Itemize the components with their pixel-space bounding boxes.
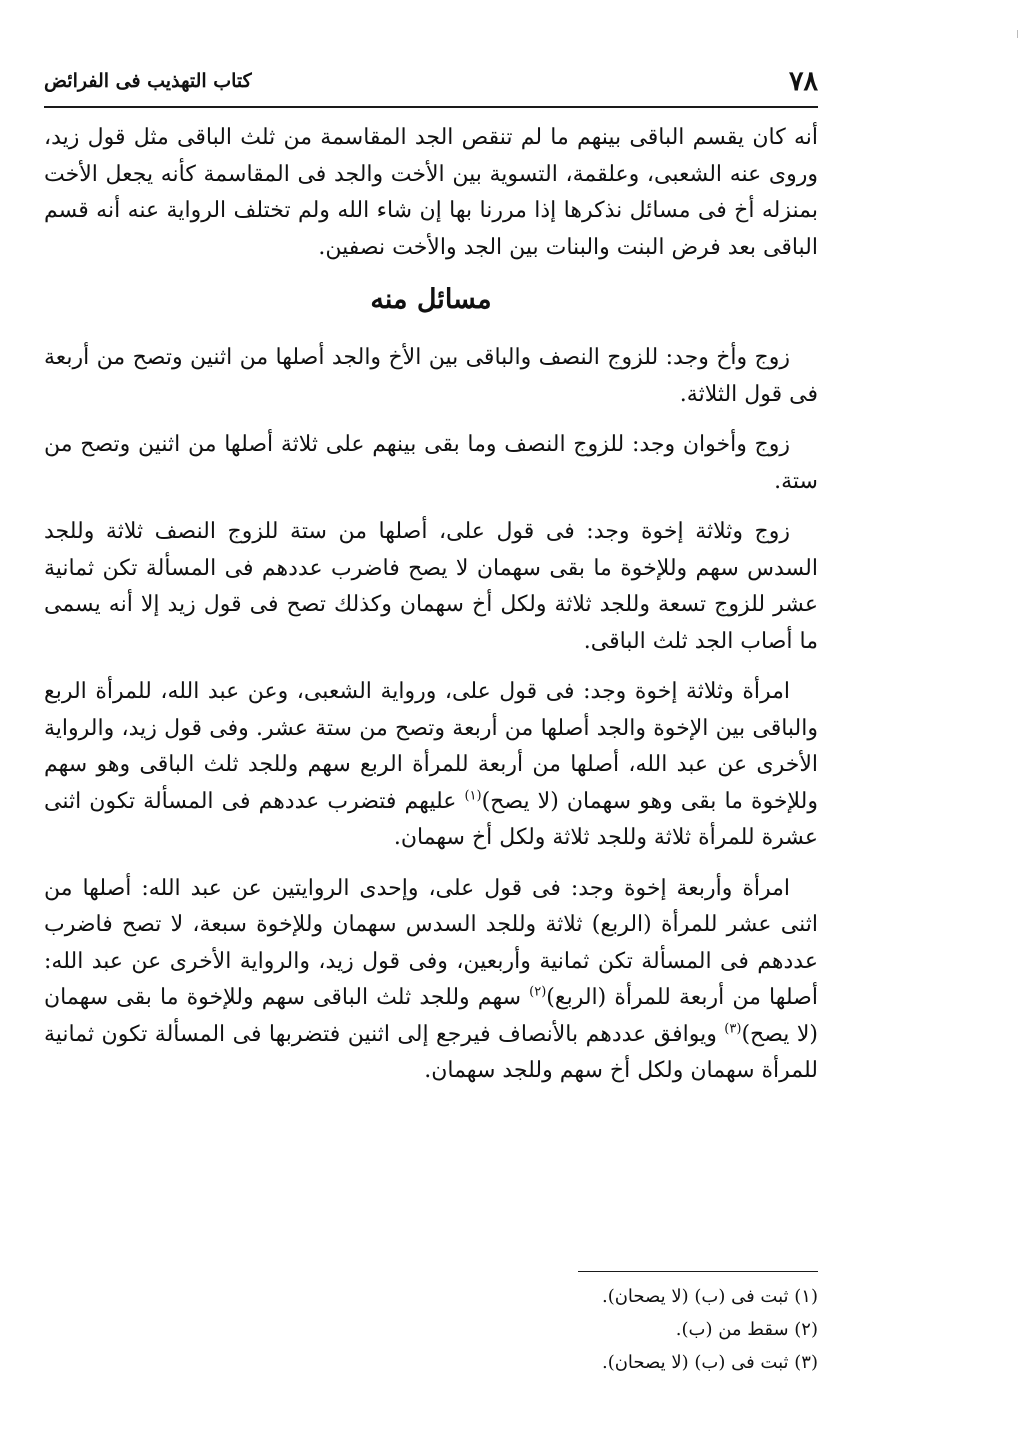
case-paragraph-2: زوج وأخوان وجد: للزوج النصف وما بقى بينهم على ثلاثة أصلها من اثنين وتصح من ستة.	[44, 432, 818, 494]
book-page	[44, 0, 818, 1450]
case-5-text-c: ويوافق عددهم بالأنصاف فيرجع إلى اثنين فتضربها فى المسألة تكون ثمانية للمرأة سهمان ولكل أخ سهم وللجد سهمان.	[44, 1021, 818, 1083]
scan-mark	[1017, 30, 1018, 38]
footnote-ref-3[interactable]: (٣)	[724, 1021, 742, 1037]
footnote-divider	[578, 1271, 818, 1272]
section-heading: مسائل منه	[370, 284, 492, 315]
case-4-text-b: عليهم فتضرب عددهم فى المسألة تكون اثنى عشرة للمرأة ثلاثة وللجد ثلاثة ولكل أخ سهمان.	[44, 788, 818, 850]
intro-paragraph: أنه كان يقسم الباقى بينهم ما لم تنقص الجد المقاسمة من ثلث الباقى مثل قول زيد، وروى عنه الشعبى، وعلقمة، التسوية بين الأخت والجد فى المقاسمة كأنه يجعل الأخت بمنزله أخ فى مسائل نذكرها إذا مررنا بها إن شاء الله ولم تختلف الرواية عنه أنه قسم الباقى بعد فرض البنت والبنات بين الجد والأخت نصفين.	[44, 125, 818, 260]
book-title: كتاب التهذيب فى الفرائض	[44, 70, 252, 92]
footnote-2: (٢) سقط من (ب).	[675, 1319, 818, 1340]
case-paragraph-1: زوج وأخ وجد: للزوج النصف والباقى بين الأخ والجد أصلها من اثنين وتصح من أربعة فى قول الثلاثة.	[44, 345, 818, 407]
footnote-ref-1[interactable]: (١)	[464, 788, 482, 804]
footnote-1: (١) ثبت فى (ب) (لا يصحان).	[601, 1286, 818, 1307]
page-number: ٧٨	[788, 66, 818, 97]
case-paragraph-5	[44, 871, 818, 1090]
case-4-text-a: امرأة وثلاثة إخوة وجد: فى قول على، ورواية الشعبى، وعن عبد الله، للمرأة الربع والباقى بين الإخوة والجد أصلها من أربعة وتصح من ستة عشر. وفى قول زيد، والرواية الأخرى عن عبد الله، أصلها من أربعة للمرأة الربع سهم وللجد ثلث الباقى وهو سهم وللإخوة ما بقى وهو سهمان (لا يصح)	[44, 679, 818, 814]
case-5-text-b: سهم وللجد ثلث الباقى سهم وللإخوة ما بقى سهمان (لا يصح)	[44, 985, 819, 1047]
case-paragraph-4	[44, 674, 818, 857]
footnote-ref-2[interactable]: (٢)	[529, 984, 547, 1000]
case-5-text-a: امرأة وأربعة إخوة وجد: فى قول على، وإحدى الروايتين عن عبد الله: أصلها من اثنى عشر للمرأة (الربع) ثلاثة وللجد السدس سهمان وللإخوة سبعة، لا تصح فاضرب عددهم فى المسألة تكن ثمانية وأربعين، وفى قول زيد، والرواية الأخرى عن عبد الله: أصلها من أربعة للمرأة (الربع)	[44, 875, 818, 1010]
case-paragraph-3: زوج وثلاثة إخوة وجد: فى قول على، أصلها من ستة للزوج النصف ثلاثة وللجد السدس سهم وللإخوة ما بقى سهمان لا يصح فاضرب عددهم فى المسألة تكن ثمانية عشر للزوج تسعة وللجد ثلاثة ولكل أخ سهمان وكذلك تصح فى قول زيد إلا أنه يسمى ما أصاب الجد ثلث الباقى.	[44, 519, 819, 654]
main-text	[44, 120, 818, 1090]
footnote-3: (٣) ثبت فى (ب) (لا يصحان).	[601, 1352, 818, 1373]
running-header	[44, 62, 818, 108]
footnotes	[44, 1280, 818, 1379]
